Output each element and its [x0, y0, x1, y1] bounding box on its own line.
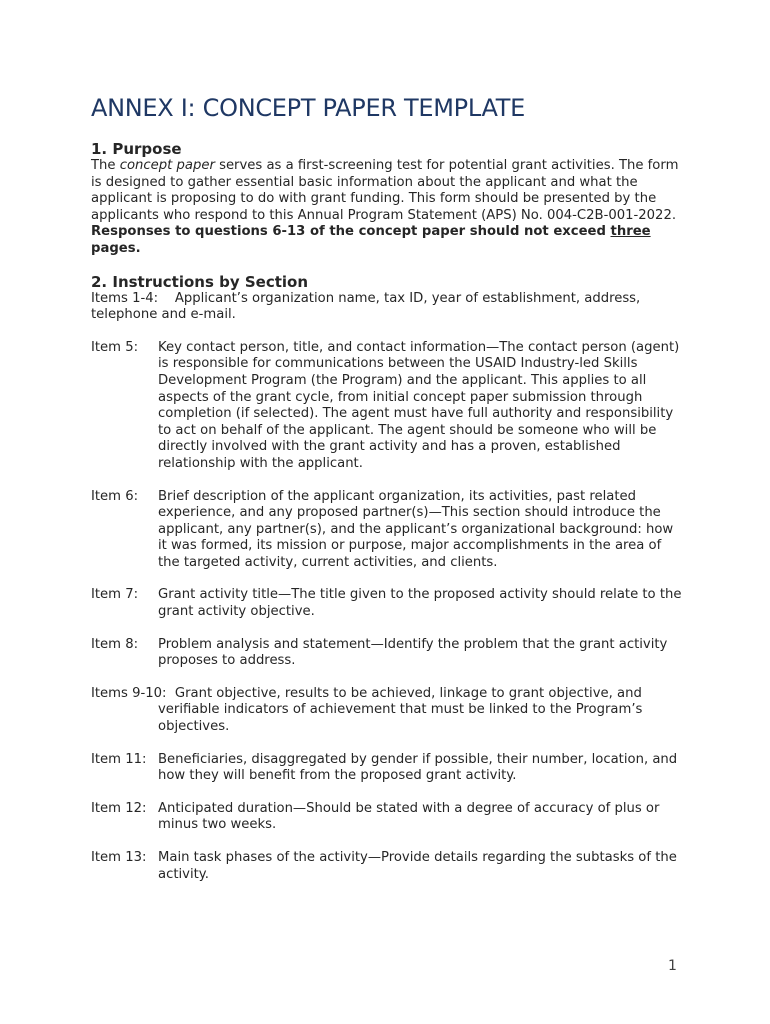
item-label: Item 7: — [91, 587, 139, 603]
item-text: Anticipated duration—Should be stated with a degree of accuracy of plus or minus two weeks. — [158, 800, 660, 833]
item-label: Item 5: — [91, 339, 139, 355]
item-label: Item 6: — [91, 488, 139, 504]
item-6 — [91, 489, 685, 572]
purpose-bold-end: pages. — [91, 240, 141, 256]
item-text-body: Grant objective, results to be achieved, linkage to grant objective, and verifiable indicators of achievement that must be linked to the Program’s objectives. — [158, 685, 643, 735]
page-title: ANNEX I: CONCEPT PAPER TEMPLATE — [91, 94, 525, 122]
items-1-4-text: Applicant’s organization name, tax ID, year of establishment, address, telephone and e-mail. — [91, 290, 641, 323]
item-text: Grant activity title—The title given to the proposed activity should relate to the grant activity objective. — [158, 587, 682, 620]
purpose-bold-note — [91, 224, 651, 256]
item-11 — [91, 752, 685, 785]
items-1-4-label: Items 1-4: — [91, 290, 175, 306]
purpose-bold-text: Responses to questions 6-13 of the concept paper should not exceed — [91, 224, 611, 240]
item-5 — [91, 340, 685, 473]
purpose-paragraph — [91, 158, 685, 258]
item-7 — [91, 587, 685, 620]
item-12 — [91, 801, 685, 834]
purpose-text-start: The — [91, 158, 120, 173]
item-text: Main task phases of the activity—Provide details regarding the subtasks of the activity. — [158, 850, 677, 882]
item-text — [91, 686, 685, 736]
item-text: Problem analysis and statement—Identify the problem that the grant activity proposes to address. — [158, 636, 668, 669]
item-text: Brief description of the applicant organization, its activities, past related experience, and any proposed partner(s)—This section should introduce the applicant, any partner(s), and the applicant’s organizational background: how it was formed, its mission or purpose, major accomplishments in the area of the targeted activity, current activities, and clients. — [158, 488, 674, 570]
purpose-heading: 1. Purpose — [91, 140, 182, 158]
item-9-10 — [91, 686, 685, 736]
item-label: Items 9-10: — [91, 685, 167, 701]
items-1-4 — [91, 291, 685, 324]
item-label: Item 12: — [91, 800, 147, 816]
item-text: Beneficiaries, disaggregated by gender if possible, their number, location, and how they will benefit from the proposed grant activity. — [158, 751, 678, 784]
item-label: Item 11: — [91, 751, 147, 767]
purpose-section — [91, 140, 685, 258]
purpose-text-italic: concept paper — [119, 158, 215, 173]
purpose-bold-underlined: three — [610, 224, 651, 240]
item-label: Item 8: — [91, 636, 139, 652]
item-13 — [91, 850, 685, 883]
instructions-heading: 2. Instructions by Section — [91, 272, 309, 291]
item-label: Item 13: — [91, 850, 147, 865]
item-8 — [91, 637, 685, 670]
purpose-text-body: serves as a first-screening test for potential grant activities. The form is designed to gather essential basic information about the applicant and what the applicant is proposing to do with grant funding. This form should be presented by the applicants who respond to this Annual Program Statement (APS) No. 004-C2B-001-2022. — [91, 158, 679, 223]
document-page — [91, 92, 685, 883]
item-text: Key contact person, title, and contact information—The contact person (agent) is responsible for communications between the USAID Industry-led Skills Development Program (the Program) and the applicant. This applies to all aspects of the grant cycle, from initial concept paper submission through completion (if selected). The agent must have full authority and responsibility to act on behalf of the applicant. The agent should be someone who will be directly involved with the grant activity and has a proven, established relationship with the applicant. — [158, 339, 680, 471]
instructions-section — [91, 273, 685, 884]
page-number: 1 — [668, 958, 677, 974]
